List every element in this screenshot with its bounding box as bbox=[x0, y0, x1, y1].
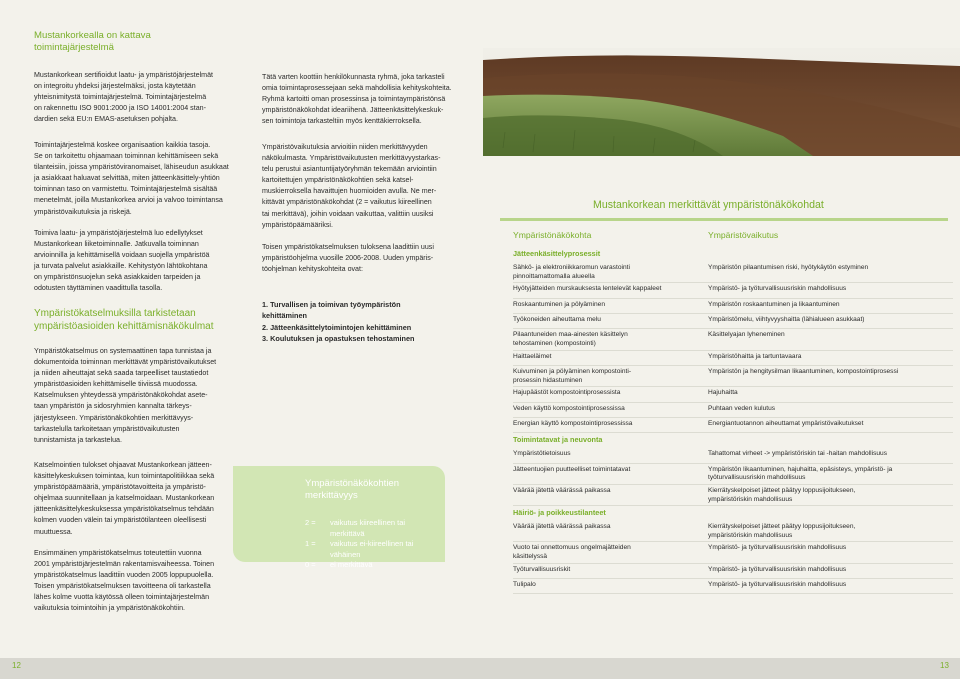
text-line: odotusten täyttäminen vaadittulla tasolla. bbox=[34, 284, 163, 293]
cell-line: ympäristöriskin mahdollisuus bbox=[708, 495, 793, 503]
row-divider bbox=[513, 563, 953, 564]
text-line: Katselmuksen yhteydessä ympäristönäkökohdat asete- bbox=[34, 391, 208, 400]
cell-line: Jätteentuojien puutteelliset toimintatavat bbox=[513, 465, 631, 473]
row-divider bbox=[513, 484, 953, 485]
text-line: järjestykseen. Ympäristönäkökohtien merkittävyys- bbox=[34, 413, 194, 422]
paragraph-2 bbox=[34, 228, 234, 295]
cell-line: Pilaantuneiden maa-ainesten käsittelyn bbox=[513, 331, 628, 339]
legend-row bbox=[305, 529, 445, 540]
cell-line: Energian käyttö kompostointiprosessissa bbox=[513, 420, 633, 427]
row-divider bbox=[513, 298, 953, 299]
heading-line: ympäristöasioiden kehittämisnäkökulmat bbox=[34, 320, 214, 332]
cell-line: Hyötyjätteiden murskauksesta lentelevät kappaleet bbox=[513, 285, 662, 293]
impact-cell bbox=[708, 581, 953, 590]
text-line: telu perustui asiantuntijatyöryhmän tekemään arviointiin bbox=[262, 165, 437, 174]
title-underline bbox=[500, 218, 948, 221]
cell-line: Veden käyttö kompostointiprosessissa bbox=[513, 404, 625, 412]
cell-line: Ympäristö- ja työturvallisuusriskin mahdollisuus bbox=[708, 285, 847, 293]
text-line: kolmen vuoden välein tai ympäristötilanteen oleellisesti bbox=[34, 516, 207, 525]
aspect-cell bbox=[513, 353, 698, 362]
legend-title bbox=[305, 478, 445, 501]
text-line: ohjelmaa suunnitellaan ja katselmoidaan. Mustankorkean bbox=[34, 494, 215, 503]
page-number-right: 13 bbox=[940, 661, 949, 670]
section-heading-2 bbox=[34, 308, 244, 334]
mid-paragraph-3 bbox=[262, 242, 478, 275]
impact-cell bbox=[708, 523, 953, 540]
text-line: Mustankorkean liiketoiminnalle. Jatkuvalla toiminnan bbox=[34, 240, 199, 249]
aspect-cell bbox=[513, 420, 698, 429]
text-line: tunnistamista ja tarkastelua. bbox=[34, 435, 122, 444]
cell-line: Ympäristön pilaantumisen riski, hyötykäytön estyminen bbox=[708, 264, 869, 271]
impact-cell bbox=[708, 301, 953, 310]
aspect-cell bbox=[513, 523, 698, 532]
impact-cell bbox=[708, 285, 953, 294]
cell-line: käsittelyssä bbox=[513, 552, 548, 560]
landfill-photo-image bbox=[483, 48, 960, 156]
aspect-cell bbox=[513, 581, 698, 590]
cell-line: Kierrätyskelpoiset jätteet päätyy loppusijoitukseen, bbox=[708, 523, 856, 531]
row-divider bbox=[513, 313, 953, 314]
cell-line: Ympäristön likaantuminen, hajuhaitta, epäsisteys, ympäristö- ja bbox=[708, 465, 893, 473]
text-line: tarkastelulla tarkoitetaan ympäristövaikutusten bbox=[34, 424, 180, 433]
text-line: omia toimintaprosessejaan sekä mahdollisia kehityskohteita. bbox=[262, 84, 452, 93]
cell-line: Ympäristö- ja työturvallisuusriskin mahdollisuus bbox=[708, 544, 847, 552]
heading-line: Mustankorkealla on kattava bbox=[34, 30, 151, 41]
list-item: 2. Jätteenkäsittelytoimintojen kehittäminen bbox=[262, 322, 412, 332]
text-line: ja niiden aiheuttajat sekä saada tarpeelliset taustatiedot bbox=[34, 369, 209, 378]
legend-title-line: merkittävyys bbox=[305, 489, 358, 501]
aspect-cell bbox=[513, 368, 698, 385]
text-line: käsittelykeskuksen toimintaa, kun toimintapolitiikkaa sekä bbox=[34, 472, 215, 481]
text-line: ja turvata palvelut asiakkaille. Kehitystyön lähtökohtana bbox=[34, 262, 208, 271]
text-line: dokumentoida toiminnan merkittävät ympäristövaikutukset bbox=[34, 358, 217, 367]
legend-text: vähäinen bbox=[330, 549, 361, 559]
text-line: lähes kolme vuotta käytössä olleen toimintajärjestelmän bbox=[34, 593, 210, 602]
text-line: muskierroksella havaittujen huomioiden avulla. Ne mer- bbox=[262, 187, 437, 196]
section-heading: Jätteenkäsittelyprosessit bbox=[513, 249, 601, 258]
text-line: ympäristöpäämääriksi. bbox=[262, 220, 333, 229]
row-divider bbox=[513, 417, 953, 418]
impact-cell bbox=[708, 544, 953, 553]
legend-text: vaikutus kiireellinen tai bbox=[330, 518, 406, 527]
intro-paragraph bbox=[34, 70, 234, 125]
text-line: 2001 ympäristöjärjestelmän rakentamisvaiheessa. Toinen bbox=[34, 560, 215, 569]
development-goals-list bbox=[262, 299, 478, 345]
legend-row bbox=[305, 539, 445, 550]
impact-cell bbox=[708, 566, 953, 575]
cell-line: Kuivuminen ja pölyäminen kompostointi- bbox=[513, 368, 632, 375]
aspect-cell bbox=[513, 285, 698, 294]
text-line: Toimiva laatu- ja ympäristöjärjestelmä luo edellytykset bbox=[34, 229, 203, 237]
paragraph-3 bbox=[34, 346, 234, 446]
cell-line: pinnoittamattomalla alueella bbox=[513, 272, 595, 280]
text-line: sen toimintoja tarkasteltiin myös kenttäkierroksella. bbox=[262, 117, 422, 126]
section-heading: Häiriö- ja poikkeustilanteet bbox=[513, 508, 606, 518]
text-line: muuttuessa. bbox=[34, 527, 73, 536]
aspect-cell bbox=[513, 566, 698, 575]
column-header-aspect: Ympäristönäkökohta bbox=[513, 230, 592, 240]
text-line: on ympäristönsuojelun sekä asiakkaiden tarpeiden ja bbox=[34, 273, 201, 282]
impact-cell bbox=[708, 389, 953, 398]
text-line: Se on tarkoitettu ohjaamaan toiminnan kehittämiseen sekä bbox=[34, 152, 219, 161]
impact-cell bbox=[708, 466, 953, 483]
row-divider bbox=[513, 365, 953, 366]
impact-cell bbox=[708, 264, 953, 273]
aspect-cell bbox=[513, 450, 698, 459]
text-line: toiminnan taso on varmistettu. Toimintajärjestelmä sisältää bbox=[34, 185, 218, 194]
row-divider bbox=[513, 328, 953, 329]
text-line: yhteisnimitystä toimintajärjestelmä. Toimintajärjestelmä bbox=[34, 93, 207, 102]
row-divider bbox=[513, 282, 953, 283]
text-line: kartoitettujen ympäristönäkökohtien sekä katsel- bbox=[262, 176, 414, 185]
paragraph-4 bbox=[34, 460, 234, 538]
text-line: Ympäristökatselmus on systemaattinen tapa tunnistaa ja bbox=[34, 347, 212, 355]
cell-line: Ympäristömelu, viihtyvyyshaitta (lähialueen asukkaat) bbox=[708, 316, 865, 323]
text-line: Ympäristövaikutuksia arvioitiin niiden merkittävyyden bbox=[262, 143, 428, 151]
text-line: dardien sekä EU:n EMAS-asetuksen pohjalta. bbox=[34, 115, 178, 124]
legend-list bbox=[305, 518, 445, 571]
cell-line: Hajuhaitta bbox=[708, 389, 738, 397]
legend-row bbox=[305, 518, 445, 529]
text-line: Toisen ympäristökatselmuksen tavoitteena oli tarkastella bbox=[34, 582, 211, 591]
legend-row bbox=[305, 550, 445, 561]
cell-line: ympäristöriskin mahdollisuus bbox=[708, 531, 793, 539]
text-line: tai merkittävä), joihin voidaan vaikuttaa, valittiin uusiksi bbox=[262, 209, 434, 218]
mid-paragraph-2 bbox=[262, 142, 478, 231]
text-line: on integroitu yhdeksi järjestelmäksi, josta käytetään bbox=[34, 82, 196, 91]
impact-cell bbox=[708, 368, 953, 377]
text-line: ympäristönäkökohdat ideariihenä. Jätteenkäsittelykeskuk- bbox=[262, 106, 444, 115]
text-line: Katselmointien tulokset ohjaavat Mustankorkean jätteen- bbox=[34, 461, 212, 469]
column-header-impact: Ympäristövaikutus bbox=[708, 230, 779, 240]
aspect-cell bbox=[513, 264, 698, 281]
legend-text: vaikutus ei-kiireellinen tai bbox=[330, 539, 414, 549]
list-item: 3. Koulutuksen ja opastuksen tehostaminen bbox=[262, 334, 415, 344]
text-line: kittävät ympäristönäkökohdat (2 = vaikutus kiireellinen bbox=[262, 198, 432, 207]
list-item: 1. Turvallisen ja toimivan työympäristön bbox=[262, 300, 401, 309]
text-line: vaikutuksia toimintoihin ja ympäristönäkökohtiin. bbox=[34, 604, 186, 613]
cell-line: Työturvallisuusriskit bbox=[513, 565, 571, 573]
cell-line: Työkoneiden aiheuttama melu bbox=[513, 316, 601, 323]
cell-line: työturvallisuusriskin mahdollisuus bbox=[708, 474, 806, 482]
cell-line: Väärää jätettä väärässä paikassa bbox=[513, 487, 611, 494]
cell-line: Käsittelyajan lyheneminen bbox=[708, 331, 785, 339]
list-item: kehittäminen bbox=[262, 311, 308, 321]
cell-line: Ympäristö- ja työturvallisuusriskin mahdollisuus bbox=[708, 565, 847, 573]
mid-paragraph-1 bbox=[262, 72, 478, 127]
cell-line: Energiantuotannon aiheuttamat ympäristövaikutukset bbox=[708, 420, 864, 427]
text-line: arvioinnilla ja kehittämisellä voidaan suojella ympäristöä bbox=[34, 251, 210, 260]
aspect-cell bbox=[513, 331, 698, 348]
text-line: ja asiakkaat haluavat selvittää, miten jätteenkäsittely-yhtiön bbox=[34, 174, 220, 183]
landfill-photo bbox=[483, 48, 960, 156]
impact-cell bbox=[708, 420, 953, 429]
aspect-cell bbox=[513, 466, 698, 475]
legend-text: ei merkittävä bbox=[330, 560, 373, 570]
text-line: jätteenkäsittelykeskuksessa ympäristökatselmus tehdään bbox=[34, 505, 214, 514]
cell-line: tehostaminen (kompostointi) bbox=[513, 339, 596, 347]
cell-line: Roskaantuminen ja pölyäminen bbox=[513, 300, 606, 308]
aspect-cell bbox=[513, 301, 698, 310]
heading-line: Ympäristökatselmuksilla tarkistetaan bbox=[34, 308, 196, 319]
text-line: Ensimmäinen ympäristökatselmus toteutettiin vuonna bbox=[34, 549, 202, 557]
text-line: Toimintajärjestelmä koskee organisaation kaikkia tasoja. bbox=[34, 141, 211, 149]
text-line: näkökulmasta. Ympäristövaikutusten merkittävyystarkas- bbox=[262, 154, 441, 163]
row-divider bbox=[513, 578, 953, 579]
row-divider bbox=[513, 386, 953, 387]
legend-value: 0 = bbox=[305, 560, 316, 570]
matrix-title: Mustankorkean merkittävät ympäristönäkökohdat bbox=[593, 199, 824, 211]
text-line: Mustankorkean sertifioidut laatu- ja ympäristöjärjestelmät bbox=[34, 71, 213, 79]
impact-cell bbox=[708, 316, 953, 325]
paragraph-1 bbox=[34, 140, 234, 218]
text-line: Ryhmä kartoitti oman prosessinsa ja toimintaympäristönsä bbox=[262, 95, 446, 104]
cell-line: Ympäristön roskaantuminen ja likaantuminen bbox=[708, 300, 840, 308]
text-line: ympäristöpäämääriä, ympäristötavoitteita ja ympäristö- bbox=[34, 483, 206, 492]
cell-line: Väärää jätettä väärässä paikassa bbox=[513, 523, 611, 531]
text-line: menetelmät, joilla Mustankorkea arvioi ja valvoo toimintansa bbox=[34, 196, 223, 205]
text-line: ympäristökatselmus laadittiin vuoden 2005 loppupuolella. bbox=[34, 571, 214, 580]
cell-line: Ympäristöhaitta ja tartuntavaara bbox=[708, 352, 802, 360]
impact-cell bbox=[708, 353, 953, 362]
row-divider bbox=[513, 463, 953, 464]
cell-line: Kierrätyskelpoiset jätteet päätyy loppusijoitukseen, bbox=[708, 487, 856, 494]
aspect-cell bbox=[513, 544, 698, 561]
cell-line: Tulipalo bbox=[513, 581, 536, 588]
cell-line: Puhtaan veden kulutus bbox=[708, 404, 776, 412]
row-divider bbox=[513, 432, 953, 433]
cell-line: Haittaeläimet bbox=[513, 352, 552, 360]
legend-value: 1 = bbox=[305, 539, 316, 549]
heading-line: toimintajärjestelmä bbox=[34, 42, 114, 53]
cell-line: Hajupäästöt kompostointiprosessista bbox=[513, 389, 621, 397]
text-line: on rakennettu ISO 9001:2000 ja ISO 14001:2004 stan- bbox=[34, 104, 206, 113]
cell-line: prosessin hidastuminen bbox=[513, 376, 583, 384]
legend-value: 2 = bbox=[305, 518, 316, 527]
cell-line: Ympäristötietoisuus bbox=[513, 450, 571, 458]
row-divider bbox=[513, 541, 953, 542]
impact-cell bbox=[708, 487, 953, 504]
page-number-left: 12 bbox=[12, 661, 21, 670]
cell-line: Vuoto tai onnettomuus ongelmajätteiden bbox=[513, 544, 631, 552]
aspect-cell bbox=[513, 487, 698, 496]
cell-line: Ympäristön ja hengitysilman likaantuminen, kompostointiprosessi bbox=[708, 368, 899, 375]
aspect-cell bbox=[513, 316, 698, 325]
cell-line: Tahattomat virheet -> ympäristöriskin tai -haitan mahdollisuus bbox=[708, 450, 888, 458]
impact-cell bbox=[708, 331, 953, 340]
text-line: ympäristöasioiden kehittämiselle tiiviissä muodossa. bbox=[34, 380, 198, 389]
legend-title-line: Ympäristönäkökohtien bbox=[305, 478, 399, 489]
text-line: tilanteisiin, joissa ympäristöviranomaiset, lähiseudun asukkaat bbox=[34, 163, 229, 172]
text-line: taan ympäristön ja sidosryhmien kannalta tärkeys- bbox=[34, 402, 192, 411]
row-divider bbox=[513, 350, 953, 351]
text-line: Tätä varten koottiin henkilökunnasta ryhmä, joka tarkasteli bbox=[262, 73, 445, 81]
footer-bar bbox=[0, 658, 960, 679]
legend-row bbox=[305, 560, 445, 571]
aspect-cell bbox=[513, 405, 698, 414]
legend-text: merkittävä bbox=[330, 528, 365, 538]
row-divider bbox=[513, 402, 953, 403]
text-line: ympäristöohjelma vuosille 2006-2008. Uuden ympäris- bbox=[262, 254, 434, 263]
row-divider bbox=[513, 505, 953, 506]
row-divider bbox=[513, 593, 953, 594]
aspect-cell bbox=[513, 389, 698, 398]
text-line: Toisen ympäristökatselmuksen tuloksena laadittiin uusi bbox=[262, 243, 434, 251]
section-heading: Toimintatavat ja neuvonta bbox=[513, 435, 603, 445]
cell-line: Sähkö- ja elektroniikkaromun varastointi bbox=[513, 264, 630, 271]
text-line: ympäristövaikutuksia ja riskejä. bbox=[34, 207, 132, 216]
text-line: töohjelman kehityskohteita ovat: bbox=[262, 265, 363, 274]
impact-cell bbox=[708, 450, 953, 459]
impact-cell bbox=[708, 405, 953, 414]
paragraph-5 bbox=[34, 548, 234, 615]
section-heading-main bbox=[34, 30, 244, 54]
cell-line: Ympäristö- ja työturvallisuusriskin mahdollisuus bbox=[708, 581, 847, 588]
